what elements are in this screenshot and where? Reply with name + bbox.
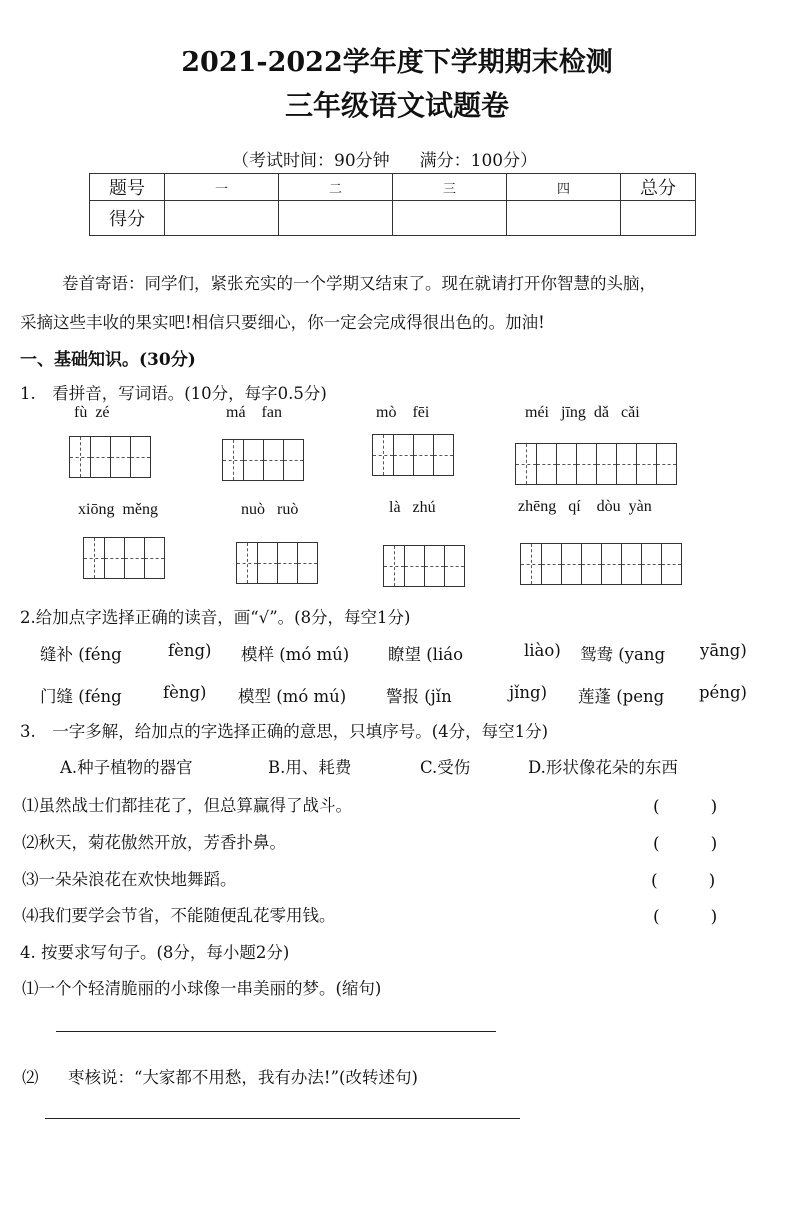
q2-item[interactable]: 鸳鸯 (yang bbox=[580, 645, 666, 664]
q2-item[interactable]: 警报 (jǐn bbox=[386, 687, 452, 706]
score-cell: 三 bbox=[393, 174, 507, 201]
q2-item[interactable]: 模样 (mó mú) bbox=[241, 645, 350, 664]
exam-meta bbox=[232, 146, 537, 171]
q2-item[interactable]: 门缝 (féng bbox=[40, 687, 122, 706]
section-1-heading: 一、基础知识。(30分) bbox=[20, 350, 196, 370]
score-input-cell[interactable] bbox=[279, 201, 393, 236]
q3-item-2: ⑵秋天，菊花傲然开放，芳香扑鼻。 bbox=[22, 833, 286, 852]
score-cell: 题号 bbox=[90, 174, 165, 201]
score-cell: 总分 bbox=[621, 174, 696, 201]
q3-item-4: ⑷我们要学会节省，不能随便乱花零用钱。 bbox=[22, 906, 336, 925]
char-grid[interactable] bbox=[383, 545, 465, 587]
pinyin-mofei: mò fēi bbox=[376, 404, 430, 421]
pinyin-nuoruo: nuò ruò bbox=[241, 501, 299, 518]
pinyin-meijingdacai: méi jīng dǎ cǎi bbox=[525, 404, 640, 421]
intro-line-1: 卷首寄语：同学们，紧张充实的一个学期又结束了。现在就请打开你智慧的头脑， bbox=[62, 274, 656, 293]
q2-item[interactable]: 模型 (mó mú) bbox=[238, 687, 347, 706]
char-grid[interactable] bbox=[83, 537, 165, 579]
q4-item-2: 枣核说：“大家都不用愁，我有办法!”(改转述句) bbox=[68, 1068, 418, 1087]
q3-title: 3. 一字多解，给加点的字选择正确的意思，只填序号。(4分，每空1分) bbox=[20, 722, 549, 741]
score-input-cell[interactable] bbox=[393, 201, 507, 236]
q2-item[interactable]: 莲蓬 (peng bbox=[578, 687, 665, 706]
q2-item[interactable]: fèng) bbox=[168, 641, 212, 660]
answer-line[interactable] bbox=[56, 1031, 496, 1032]
score-table-header-row bbox=[90, 174, 696, 201]
q2-title: 2.给加点字选择正确的读音，画“√”。(8分，每空1分) bbox=[20, 608, 411, 627]
char-grid[interactable] bbox=[69, 436, 151, 478]
char-grid[interactable] bbox=[372, 434, 454, 476]
q3-option-b: B.用、耗费 bbox=[268, 758, 352, 777]
answer-line[interactable] bbox=[45, 1118, 520, 1119]
pinyin-xiongmeng: xiōng měng bbox=[78, 501, 158, 518]
q4-title: 4. 按要求写句子。(8分，每小题2分) bbox=[20, 943, 290, 962]
char-grid[interactable] bbox=[236, 542, 318, 584]
score-label: 满分：100分） bbox=[419, 151, 538, 171]
answer-paren[interactable]: ( ) bbox=[653, 834, 718, 854]
score-cell: 四 bbox=[507, 174, 621, 201]
answer-paren[interactable]: ( ) bbox=[651, 871, 716, 891]
q3-option-d: D.形状像花朵的东西 bbox=[528, 758, 678, 777]
q4-item-1: ⑴一个个轻清脆丽的小球像一串美丽的梦。(缩句) bbox=[22, 979, 382, 998]
q3-item-3: ⑶一朵朵浪花在欢快地舞蹈。 bbox=[22, 870, 237, 889]
q2-item[interactable]: 瞭望 (liáo bbox=[388, 645, 464, 664]
answer-paren[interactable]: ( ) bbox=[653, 797, 718, 817]
pinyin-lazhu: là zhú bbox=[389, 499, 436, 516]
score-table-score-row bbox=[90, 201, 696, 236]
q4-item-2-number: ⑵ bbox=[22, 1068, 39, 1087]
q2-item[interactable]: 缝补 (féng bbox=[40, 645, 122, 664]
pinyin-fuze: fù zé bbox=[74, 404, 110, 421]
char-grid[interactable] bbox=[520, 543, 682, 585]
score-input-cell[interactable] bbox=[507, 201, 621, 236]
q2-item[interactable]: jǐng) bbox=[509, 683, 548, 702]
exam-subtitle: 三年级语文试题卷 bbox=[284, 89, 509, 122]
q2-item[interactable]: liào) bbox=[524, 641, 561, 660]
score-input-cell[interactable] bbox=[621, 201, 696, 236]
intro-line-2: 采摘这些丰收的果实吧!相信只要细心，你一定会完成得很出色的。加油! bbox=[20, 313, 545, 332]
pinyin-zhengqidouyan: zhēng qí dòu yàn bbox=[518, 498, 652, 515]
q2-item[interactable]: fèng) bbox=[163, 683, 207, 702]
pinyin-mafan: má fan bbox=[226, 404, 282, 421]
score-cell: 得分 bbox=[90, 201, 165, 236]
score-input-cell[interactable] bbox=[165, 201, 279, 236]
q3-option-c: C.受伤 bbox=[420, 758, 471, 777]
char-grid[interactable] bbox=[222, 439, 304, 481]
q1-title: 1. 看拼音，写词语。(10分，每字0.5分) bbox=[20, 384, 327, 403]
exam-title: 2021-2022学年度下学期期末检测 bbox=[181, 47, 613, 78]
char-grid[interactable] bbox=[515, 443, 677, 485]
q3-item-1: ⑴虽然战士们都挂花了，但总算赢得了战斗。 bbox=[22, 796, 352, 815]
score-cell: 二 bbox=[279, 174, 393, 201]
answer-paren[interactable]: ( ) bbox=[653, 907, 718, 927]
q2-item[interactable]: yāng) bbox=[700, 641, 747, 660]
score-cell: 一 bbox=[165, 174, 279, 201]
q3-option-a: A.种子植物的器官 bbox=[60, 758, 193, 777]
q2-item[interactable]: péng) bbox=[699, 683, 747, 702]
score-table bbox=[89, 173, 696, 236]
time-label: （考试时间：90分钟 bbox=[232, 151, 390, 171]
